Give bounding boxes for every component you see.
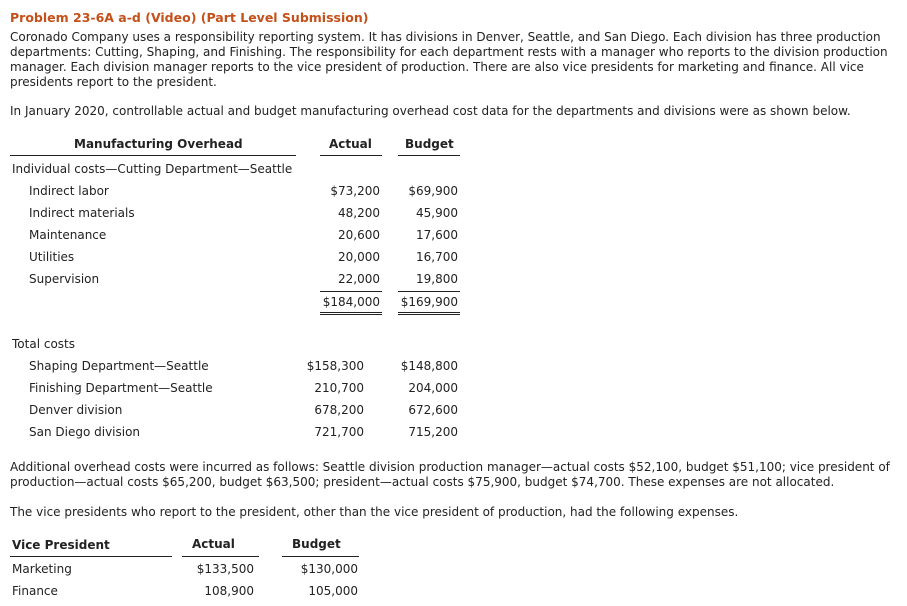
col-header-budget: Budget: [292, 537, 341, 551]
problem-title: Problem 23-6A a-d (Video) (Part Level Submission): [10, 10, 369, 25]
row-actual: 721,700: [314, 425, 364, 439]
header-rule-budget: [398, 155, 460, 156]
vp-header-rule-label: [10, 556, 172, 557]
vp-header-rule-budget: [282, 556, 359, 557]
col-header-overhead: Manufacturing Overhead: [74, 137, 243, 151]
row-actual: 20,000: [338, 250, 380, 264]
row-budget: 17,600: [416, 228, 458, 242]
double-rule-budget: [398, 312, 460, 315]
row-label: Utilities: [29, 250, 75, 264]
row-budget: $148,800: [400, 359, 458, 373]
row-actual: $158,300: [306, 359, 364, 373]
section-total-costs: Total costs: [12, 337, 75, 351]
row-budget: 105,000: [308, 584, 358, 598]
row-budget: 16,700: [416, 250, 458, 264]
header-rule-label: [10, 155, 296, 156]
row-budget: $130,000: [300, 562, 358, 576]
row-budget: 19,800: [416, 272, 458, 286]
col-header-vp: Vice President: [12, 538, 110, 552]
vp-header-rule-actual: [182, 556, 259, 557]
row-actual: $73,200: [330, 184, 380, 198]
col-header-actual: Actual: [192, 537, 235, 551]
row-label: Indirect labor: [29, 184, 109, 198]
row-actual: 678,200: [314, 403, 364, 417]
row-budget: 715,200: [408, 425, 458, 439]
row-actual: 20,600: [338, 228, 380, 242]
intro-paragraph: Coronado Company uses a responsibility reporting system. It has divisions in Denver, Seattle, and San Diego. Each division has three production departments: Cutting, Shaping, and Finishing. The responsibility for each department rests with a manager who reports to the division production manager. Each division manager reports to the vice president of production. There are also vice presidents for marketing and finance. All vice presidents report to the president.: [10, 30, 888, 89]
cutting-total-budget: $169,900: [400, 295, 458, 309]
additional-costs-paragraph: Additional overhead costs were incurred as follows: Seattle division production manager—actual costs $52,100, budget $51,100; vice president of production—actual costs $65,200, budget $63,500; president—actual costs $75,900, budget $74,700. These expenses are not allocated.: [10, 460, 890, 489]
col-header-budget: Budget: [405, 137, 454, 151]
row-label: Maintenance: [29, 228, 107, 242]
row-budget: 45,900: [416, 206, 458, 220]
row-budget: $69,900: [408, 184, 458, 198]
vp-intro-paragraph: The vice presidents who report to the president, other than the vice president of production, had the following expenses.: [10, 505, 739, 519]
row-label: Marketing: [12, 562, 72, 576]
section-individual-costs: Individual costs—Cutting Department—Seattle: [12, 162, 293, 176]
row-label: Shaping Department—Seattle: [29, 359, 209, 373]
row-actual: 108,900: [204, 584, 254, 598]
row-budget: 672,600: [408, 403, 458, 417]
double-rule-actual: [320, 312, 382, 315]
row-label: Indirect materials: [29, 206, 135, 220]
cutting-total-actual: $184,000: [322, 295, 380, 309]
row-label: Finishing Department—Seattle: [29, 381, 213, 395]
row-label: Finance: [12, 584, 58, 598]
row-actual: 48,200: [338, 206, 380, 220]
row-label: San Diego division: [29, 425, 141, 439]
col-header-actual: Actual: [329, 137, 372, 151]
row-label: Supervision: [29, 272, 100, 286]
subtotal-rule-budget: [398, 291, 460, 292]
row-actual: 210,700: [314, 381, 364, 395]
lead-paragraph: In January 2020, controllable actual and budget manufacturing overhead cost data for the departments and divisions were as shown below.: [10, 104, 851, 118]
row-actual: $133,500: [196, 562, 254, 576]
header-rule-actual: [320, 155, 382, 156]
row-budget: 204,000: [408, 381, 458, 395]
row-actual: 22,000: [338, 272, 380, 286]
subtotal-rule-actual: [320, 291, 382, 292]
row-label: Denver division: [29, 403, 123, 417]
